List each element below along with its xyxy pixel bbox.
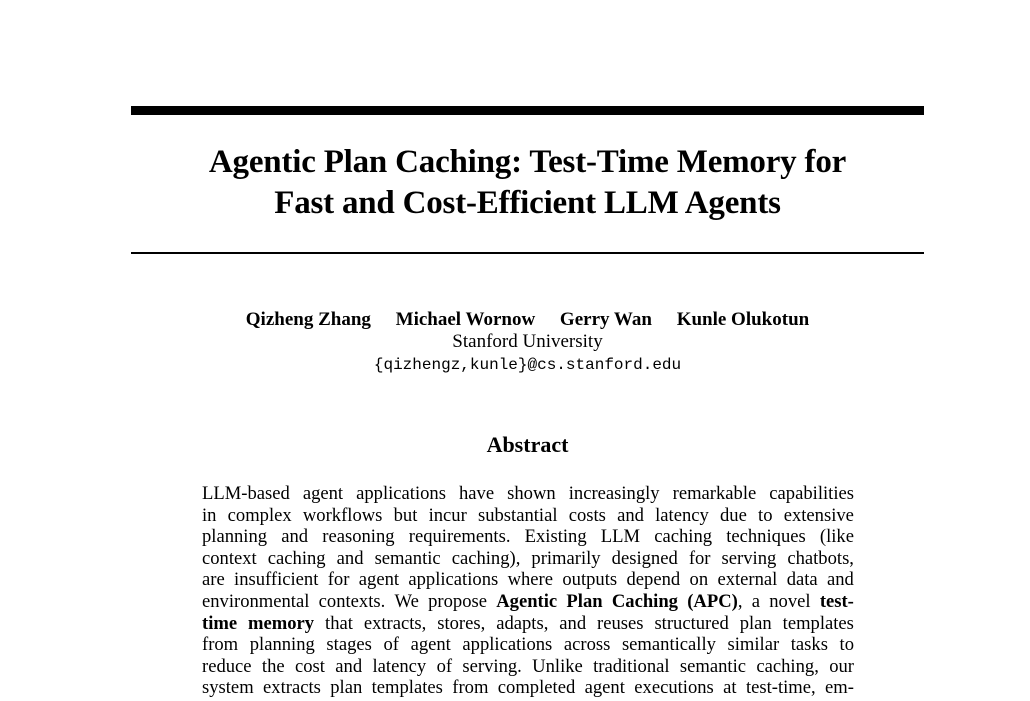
abstract-word: and (336, 547, 364, 569)
abstract-word: that (325, 612, 353, 634)
abstract-word: chatbots, (787, 547, 854, 569)
abstract-word: caching), (451, 547, 521, 569)
abstract-word: for (327, 569, 350, 591)
abstract-word: are (202, 569, 225, 591)
abstract-word: planning (202, 526, 268, 548)
abstract-word: test-time, (745, 677, 816, 699)
abstract-word: environmental (202, 590, 310, 612)
abstract-word: from (452, 677, 489, 699)
abstract-word: applications (462, 634, 553, 656)
abstract-word: of (383, 634, 399, 656)
abstract-line (202, 548, 854, 570)
abstract-word: stores, (437, 612, 486, 634)
title-top-rule (131, 106, 924, 115)
abstract-word: executions (634, 677, 714, 699)
abstract-word: reuses (597, 612, 644, 634)
paper-title (131, 142, 924, 224)
paper-title-line-1: Agentic Plan Caching: Test-Time Memory for (208, 144, 847, 180)
author-name: Michael Wornow (395, 309, 536, 330)
abstract-word: extracts (263, 677, 321, 699)
abstract-word: shown (507, 483, 556, 504)
abstract-word: across (563, 634, 611, 656)
abstract-word: reasoning (322, 526, 395, 548)
abstract-word: capabilities (769, 483, 854, 504)
abstract-line (202, 656, 854, 678)
abstract-word: have (459, 483, 495, 504)
abstract-word: em- (825, 677, 854, 699)
abstract-line (202, 591, 854, 613)
abstract-line (202, 569, 854, 591)
abstract-word: incur (428, 504, 467, 526)
abstract-word: and (559, 612, 587, 634)
abstract-word: plan (739, 612, 772, 634)
abstract-word: Unlike (532, 655, 583, 677)
abstract-word: for (688, 547, 711, 569)
abstract-word: caching, (756, 655, 819, 677)
abstract-word: latency (655, 504, 709, 526)
abstract-word: workflows (302, 504, 383, 526)
abstract-word: from (202, 634, 239, 656)
abstract-word: our (829, 655, 854, 677)
author-list (131, 309, 924, 331)
abstract-line (202, 634, 854, 656)
abstract-word: where (507, 569, 554, 591)
abstract-word: designed (611, 547, 678, 569)
abstract-word: templates (782, 612, 854, 634)
abstract-word: semantically (621, 634, 716, 656)
abstract-word: and (617, 504, 644, 526)
abstract-word: We (394, 590, 419, 612)
abstract-word: propose (428, 590, 487, 612)
abstract-word: test- (819, 590, 854, 612)
abstract-word: agent (584, 677, 625, 699)
paper-title-line-2: Fast and Cost-Efficient LLM Agents (274, 185, 781, 221)
abstract-word: the (261, 655, 285, 677)
abstract-word: data (786, 569, 818, 591)
abstract-word: complex (227, 504, 292, 526)
abstract-word: on (689, 569, 709, 591)
abstract-word: of (436, 655, 453, 677)
abstract-word: costs (568, 504, 606, 526)
abstract-word: completed (497, 677, 576, 699)
abstract-word: Caching (611, 590, 678, 612)
author-name: Kunle Olukotun (676, 309, 810, 330)
abstract-word: caching (654, 526, 713, 548)
abstract-word: context (202, 547, 257, 569)
abstract-word: reduce (202, 655, 252, 677)
affiliation: Stanford University (452, 331, 603, 352)
abstract-word: semantic (374, 547, 441, 569)
abstract-word: extensive (783, 504, 854, 526)
abstract-word: memory (248, 612, 315, 634)
abstract-line (202, 483, 854, 505)
abstract-word: agent (302, 483, 344, 504)
abstract-word: a (751, 590, 760, 612)
title-bottom-rule (131, 252, 924, 254)
abstract-word: and (335, 655, 363, 677)
abstract-word: agent (358, 569, 400, 591)
abstract-word: structured (654, 612, 729, 634)
abstract-word: and (281, 526, 309, 548)
abstract-word: LLM (600, 526, 641, 548)
abstract-word: techniques (726, 526, 806, 548)
abstract-word: Plan (566, 590, 603, 612)
abstract-word: Agentic (496, 590, 558, 612)
abstract-word: depend (626, 569, 681, 591)
abstract-word: serving. (462, 655, 522, 677)
abstract-word: plan (330, 677, 363, 699)
abstract-word: stages (326, 634, 372, 656)
abstract-body (202, 483, 854, 699)
abstract-word: LLM-based (202, 483, 290, 504)
abstract-word: but (393, 504, 418, 526)
abstract-word: novel (769, 590, 811, 612)
abstract-line (202, 505, 854, 527)
abstract-word: applications (356, 483, 446, 504)
contact-email: {qizhengz,kunle}@cs.stanford.edu (373, 356, 682, 374)
abstract-line (202, 677, 854, 699)
abstract-word: applications (408, 569, 499, 591)
abstract-word: outputs (562, 569, 618, 591)
abstract-word: adapts, (496, 612, 549, 634)
abstract-word: extracts, (363, 612, 427, 634)
abstract-word: at (723, 677, 737, 699)
abstract-word: semantic (679, 655, 747, 677)
abstract-word: requirements. (408, 526, 511, 548)
abstract-word: (APC), (687, 590, 743, 612)
abstract-word: cost (294, 655, 325, 677)
author-name: Qizheng Zhang (245, 309, 371, 330)
abstract-word: primarily (531, 547, 601, 569)
abstract-word: in (202, 504, 217, 526)
abstract-word: (like (819, 526, 854, 548)
abstract-line (202, 613, 854, 635)
abstract-word: agent (410, 634, 451, 656)
abstract-word: due (720, 504, 747, 526)
abstract-word: substantial (477, 504, 558, 526)
abstract-word: similar (727, 634, 780, 656)
abstract-word: to (839, 634, 854, 656)
abstract-word: insufficient (234, 569, 319, 591)
abstract-word: increasingly (568, 483, 660, 504)
abstract-line (202, 526, 854, 548)
abstract-word: remarkable (672, 483, 757, 504)
abstract-word: Existing (524, 526, 587, 548)
abstract-word: tasks (790, 634, 828, 656)
author-name: Gerry Wan (559, 309, 652, 330)
abstract-word: templates (371, 677, 443, 699)
abstract-heading: Abstract (486, 432, 569, 457)
abstract-word: planning (249, 634, 315, 656)
abstract-word: traditional (593, 655, 670, 677)
abstract-word: serving (721, 547, 777, 569)
abstract-word: time (202, 612, 238, 634)
abstract-word: to (758, 504, 773, 526)
abstract-word: caching (267, 547, 326, 569)
abstract-word: external (717, 569, 778, 591)
abstract-word: contexts. (318, 590, 386, 612)
abstract-word: system (202, 677, 254, 699)
abstract-word: latency (372, 655, 427, 677)
abstract-word: and (827, 569, 854, 591)
